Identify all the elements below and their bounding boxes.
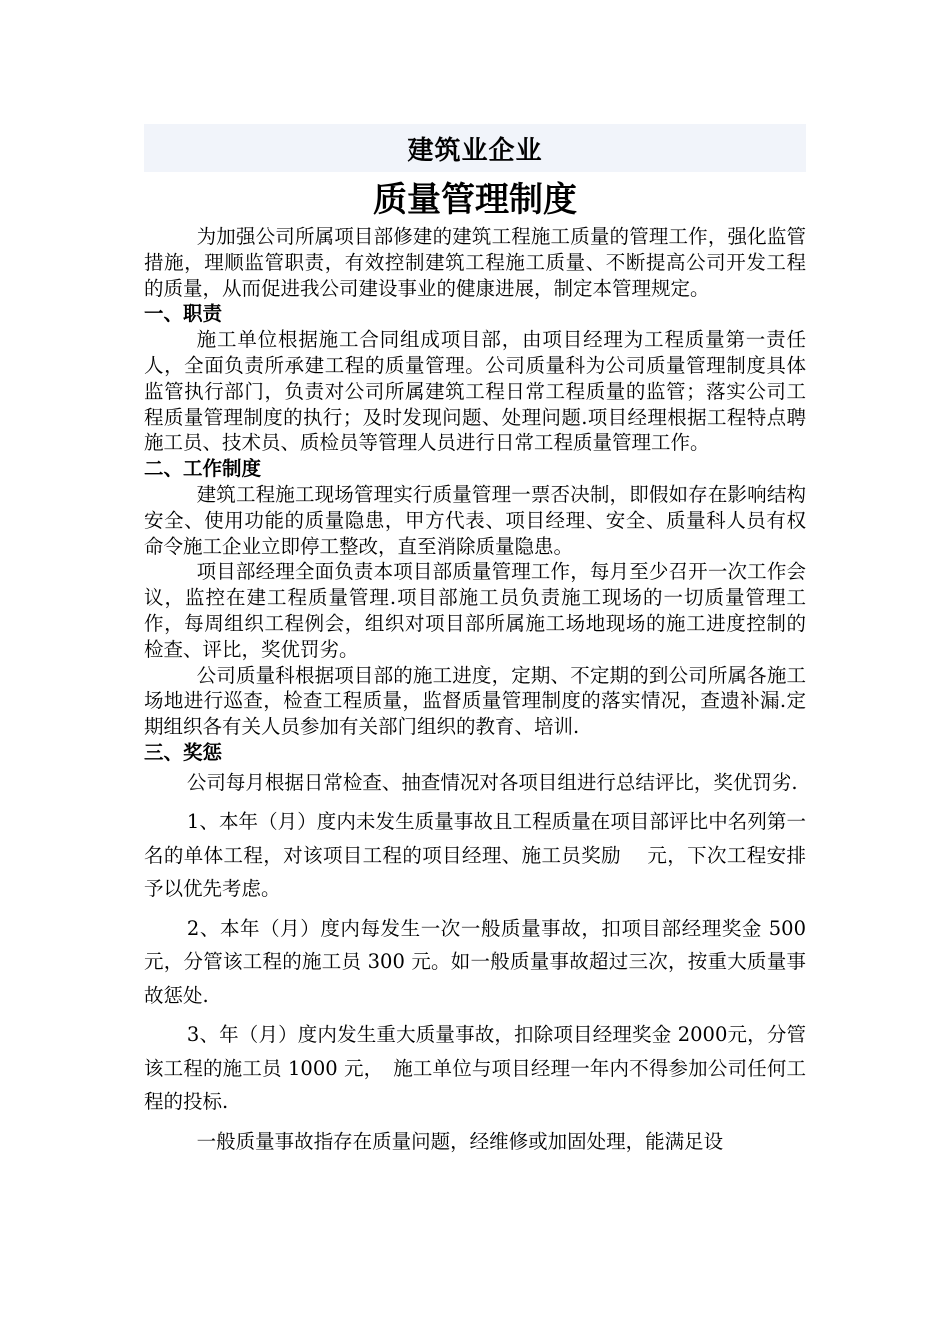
rewards-item-1: 1、本年（月）度内未发生质量事故且工程质量在项目部评比中名列第一名的单体工程，对该项目工程的项目经理、施工员奖励 元，下次工程安排予以优先考虑。 [144,810,806,901]
work-system-paragraph-1: 建筑工程施工现场管理实行质量管理一票否决制，即假如存在影响结构安全、使用功能的质量隐患，甲方代表、项目经理、安全、质量科人员有权命令施工企业立即停工整改，直至消除质量隐患。 [144,482,806,558]
rewards-item-3: 3、年（月）度内发生重大质量事故，扣除项目经理奖金 2000元，分管该工程的施工员 1000 元， 施工单位与项目经理一年内不得参加公司任何工程的投标. [144,1023,806,1114]
header-band [144,124,806,172]
duties-paragraph: 施工单位根据施工合同组成项目部，由项目经理为工程质量第一责任人，全面负责所承建工程的质量管理。公司质量科为公司质量管理制度具体监管执行部门，负责对公司所属建筑工程日常工程质量的监管；落实公司工程质量管理制度的执行；及时发现问题、处理问题.项目经理根据工程特点聘施工员、技术员、质检员等管理人员进行日常工程质量管理工作。 [144,328,806,455]
section-heading-duties: 一、职责 [144,302,223,326]
work-system-paragraph-3: 公司质量科根据项目部的施工进度，定期、不定期的到公司所属各施工场地进行巡查，检查工程质量，监督质量管理制度的落实情况，查遗补漏.定期组织各有关人员参加有关部门组织的教育、培训. [144,663,806,739]
intro-paragraph: 为加强公司所属项目部修建的建筑工程施工质量的管理工作，强化监管措施，理顺监管职责，有效控制建筑工程施工质量、不断提高公司开发工程的质量，从而促进我公司建设事业的健康进展，制定本管理规定。 [144,225,806,300]
rewards-definition-paragraph: 一般质量事故指存在质量问题，经维修或加固处理，能满足设 [196,1129,724,1153]
work-system-paragraph-2: 项目部经理全面负责本项目部质量管理工作，每月至少召开一次工作会议，监控在建工程质量管理.项目部施工员负责施工现场的一切质量管理工作，每周组织工程例会，组织对项目部所属施工场地现场的施工进度控制的检查、评比，奖优罚劣。 [144,560,806,661]
section-heading-work-system: 二、工作制度 [144,457,262,481]
document-title: 质量管理制度 [373,180,577,220]
section-heading-rewards: 三、奖惩 [144,740,223,764]
company-name: 建筑业企业 [407,135,543,166]
rewards-item-2: 2、本年（月）度内每发生一次一般质量事故，扣项目部经理奖金 500 元，分管该工程的施工员 300 元。如一般质量事故超过三次，按重大质量事故惩处. [144,916,806,1007]
document-page [144,124,806,1158]
rewards-intro-paragraph: 公司每月根据日常检查、抽查情况对各项目组进行总结评比，奖优罚劣. [186,770,798,794]
